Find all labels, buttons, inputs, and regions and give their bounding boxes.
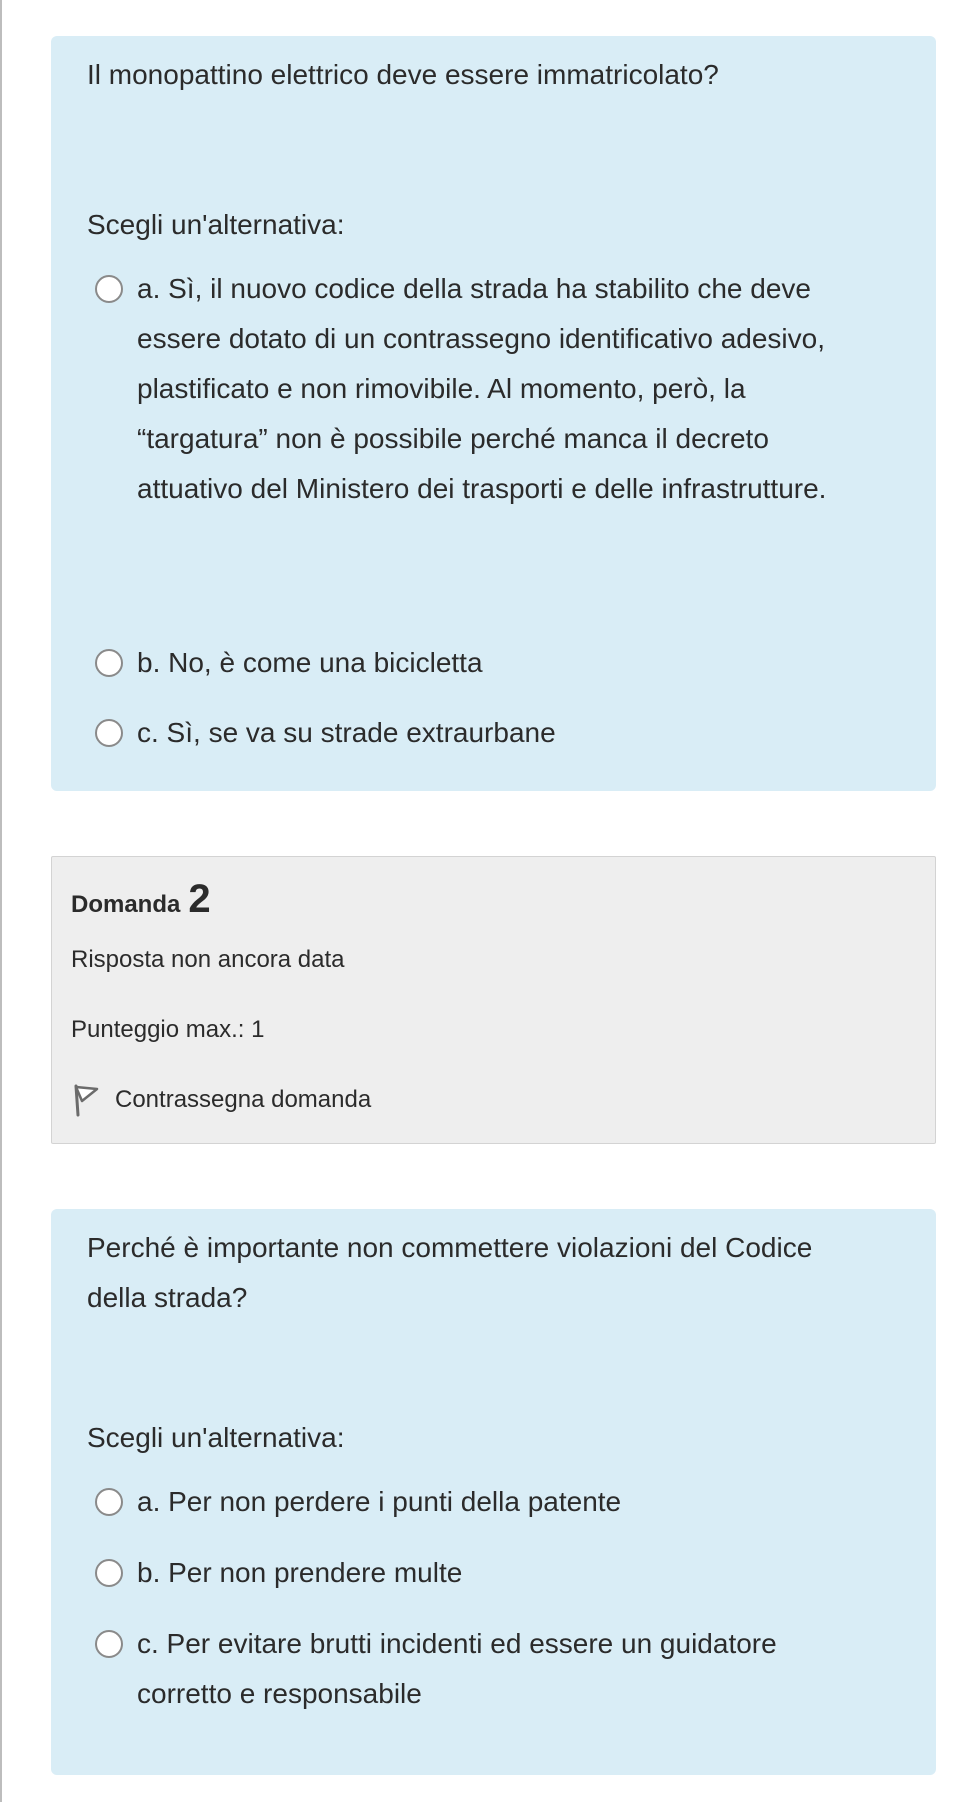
answer-label: c. Per evitare brutti incidenti ed essere un guidatore corretto e responsabile: [137, 1628, 777, 1709]
question-1-answer-c[interactable]: [95, 708, 876, 758]
question-2-answer-a[interactable]: [95, 1477, 876, 1527]
question-1-answer-b[interactable]: [95, 638, 876, 688]
question-2-info: [51, 856, 936, 1144]
question-1-answer-a[interactable]: [95, 264, 876, 514]
question-grade: Punteggio max.: 1: [71, 1016, 265, 1043]
question-1-content: [51, 36, 936, 791]
answer-label: a. Sì, il nuovo codice della strada ha stabilito che deve essere dotato di un contrassegno identificativo adesivo, plastificato e non rimovibile. Al momento, però, la “targatura” non è possibile perché manca il decreto attuativo del Ministero dei trasporti e delle infrastrutture.: [137, 273, 827, 504]
answer-label: b. Per non prendere multe: [137, 1557, 463, 1588]
question-2-answer-b[interactable]: [95, 1548, 876, 1598]
radio-button-c[interactable]: [95, 1630, 123, 1658]
radio-button-a[interactable]: [95, 275, 123, 303]
radio-button-c[interactable]: [95, 719, 123, 747]
left-border: [0, 0, 2, 1802]
flag-icon: [71, 1083, 101, 1117]
answer-label: c. Sì, se va su strade extraurbane: [137, 717, 556, 748]
question-2-prompt: Scegli un'alternativa:: [87, 1422, 345, 1453]
question-number-label: Domanda: [71, 891, 181, 918]
answer-label: b. No, è come una bicicletta: [137, 647, 483, 678]
question-2-text: Perché è importante non commettere violazioni del Codice della strada?: [87, 1232, 813, 1313]
question-number: [71, 877, 211, 922]
answer-label: a. Per non perdere i punti della patente: [137, 1486, 622, 1517]
flag-question-link[interactable]: [71, 1083, 371, 1117]
radio-button-b[interactable]: [95, 649, 123, 677]
radio-button-a[interactable]: [95, 1488, 123, 1516]
question-state: Risposta non ancora data: [71, 946, 345, 973]
question-1-prompt: Scegli un'alternativa:: [87, 209, 345, 240]
question-2-content: [51, 1209, 936, 1775]
radio-button-b[interactable]: [95, 1559, 123, 1587]
question-2-answer-c[interactable]: [95, 1619, 876, 1719]
flag-question-label: Contrassegna domanda: [115, 1086, 372, 1113]
question-1-text: Il monopattino elettrico deve essere immatricolato?: [87, 59, 719, 90]
question-number-value: 2: [188, 877, 211, 921]
